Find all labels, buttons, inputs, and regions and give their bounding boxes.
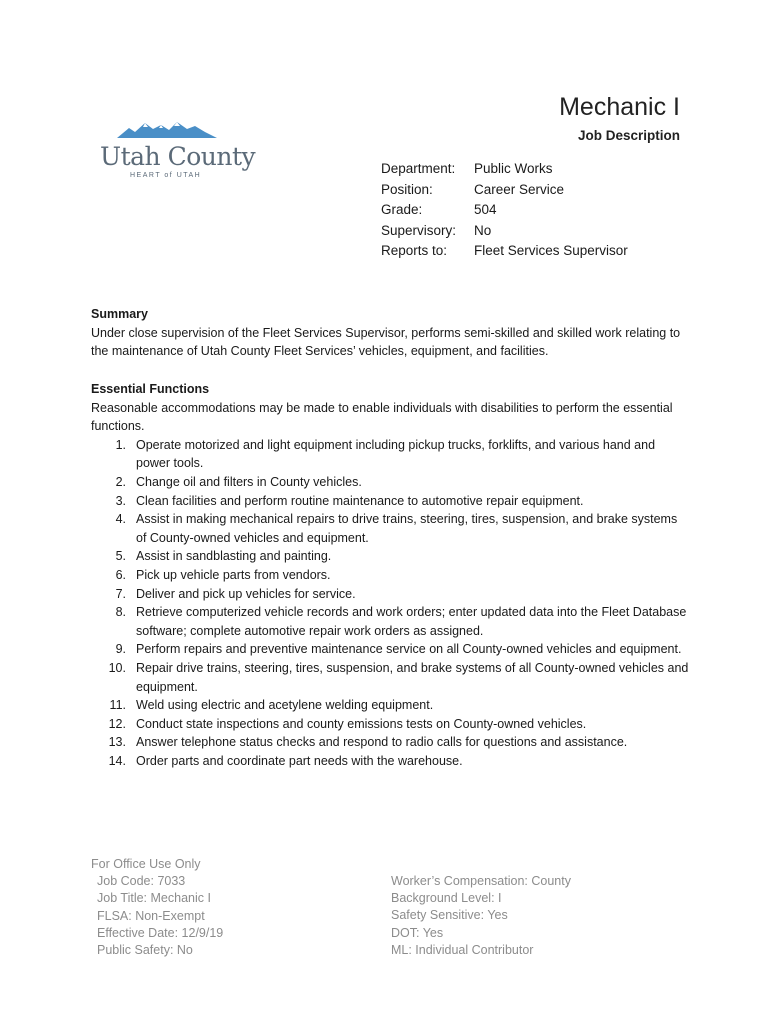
- info-label: Position:: [381, 181, 433, 197]
- info-label: Department:: [381, 161, 456, 176]
- list-item-text: Answer telephone status checks and respond to radio calls for questions and assistance.: [136, 735, 628, 750]
- mountain-icon: [117, 120, 217, 140]
- utah-county-logo: [100, 120, 256, 180]
- list-item-number: 11.: [109, 698, 126, 713]
- office-field: ML: Individual Contributor: [391, 942, 534, 957]
- list-item-number: 9.: [115, 642, 126, 657]
- info-row-department: [381, 161, 628, 182]
- office-field: FLSA: Non-Exempt: [97, 908, 205, 923]
- office-field: Job Title: Mechanic I: [97, 891, 211, 906]
- list-item-text: Repair drive trains, steering, tires, suspension, and brake systems of all County-owned vehicles and equipment.: [136, 660, 689, 694]
- list-item-text: Pick up vehicle parts from vendors.: [136, 567, 331, 582]
- office-field: Background Level: I: [391, 891, 502, 906]
- essential-functions-section: [91, 380, 691, 770]
- list-item-number: 6.: [115, 567, 126, 582]
- list-item-number: 7.: [115, 586, 126, 601]
- list-item: [91, 640, 691, 659]
- list-item-number: 2.: [115, 474, 126, 489]
- list-item: [91, 752, 691, 771]
- list-item-number: 12.: [108, 716, 126, 731]
- list-item-text: Clean facilities and perform routine maintenance to automotive repair equipment.: [136, 493, 584, 508]
- logo-tagline: HEART of UTAH: [130, 172, 202, 179]
- logo-name: Utah County: [100, 142, 256, 171]
- list-item-text: Operate motorized and light equipment including pickup trucks, forklifts, and various hand and power tools.: [136, 437, 656, 471]
- office-use-left: [91, 856, 223, 959]
- info-row-grade: [381, 202, 628, 223]
- page-subtitle: Job Description: [577, 128, 680, 143]
- list-item-number: 5.: [115, 549, 126, 564]
- essential-functions-list: [91, 436, 691, 771]
- list-item: [91, 603, 691, 640]
- list-item: [91, 696, 691, 715]
- list-item-number: 13.: [108, 735, 126, 750]
- list-item-text: Assist in making mechanical repairs to drive trains, steering, tires, suspension, and brake systems of County-owned vehicles and equipment.: [136, 512, 678, 545]
- list-item-text: Retrieve computerized vehicle records and work orders; enter updated data into the Fleet Database software; complete automotive repair work orders as assigned.: [136, 605, 687, 638]
- list-item-number: 8.: [115, 605, 126, 620]
- list-item: [91, 510, 691, 547]
- info-row-supervisory: [381, 223, 628, 244]
- office-field: Effective Date: 12/9/19: [97, 925, 224, 940]
- list-item-text: Deliver and pick up vehicles for service.: [136, 586, 356, 601]
- info-label: Grade:: [381, 202, 423, 218]
- list-item: [91, 566, 691, 585]
- info-value: Fleet Services Supervisor: [474, 243, 628, 259]
- job-info-table: [381, 161, 628, 264]
- summary-heading: Summary: [91, 307, 148, 321]
- info-value: Career Service: [474, 181, 565, 197]
- list-item-number: 3.: [115, 493, 126, 508]
- list-item-text: Assist in sandblasting and painting.: [136, 549, 332, 564]
- summary-section: [91, 305, 691, 361]
- office-field: Job Code: 7033: [97, 874, 186, 889]
- info-value: 504: [474, 202, 497, 218]
- info-label: Reports to:: [381, 243, 448, 259]
- info-value: No: [474, 222, 492, 238]
- list-item-number: 10.: [108, 660, 126, 675]
- list-item: [91, 473, 691, 492]
- list-item: [91, 715, 691, 734]
- office-field: DOT: Yes: [391, 925, 444, 940]
- info-label: Supervisory:: [381, 222, 457, 238]
- essential-functions-heading: Essential Functions: [91, 382, 210, 396]
- list-item-text: Perform repairs and preventive maintenance service on all County-owned vehicles and equipment.: [136, 642, 682, 657]
- list-item-number: 4.: [115, 512, 126, 527]
- list-item-number: 14.: [108, 753, 126, 768]
- list-item-text: Order parts and coordinate part needs with the warehouse.: [136, 753, 463, 768]
- info-value: Public Works: [474, 161, 553, 176]
- list-item-number: 1.: [115, 437, 126, 452]
- page-title: Mechanic I: [559, 93, 680, 121]
- list-item-text: Conduct state inspections and county emissions tests on County-owned vehicles.: [136, 716, 587, 731]
- list-item-text: Change oil and filters in County vehicles.: [136, 474, 362, 489]
- info-row-reports-to: [381, 243, 628, 264]
- office-field: Worker’s Compensation: County: [391, 874, 571, 888]
- list-item: [91, 436, 691, 473]
- list-item: [91, 547, 691, 566]
- summary-text: Under close supervision of the Fleet Services Supervisor, performs semi-skilled and skilled work relating to the maintenance of Utah County Fleet Services’ vehicles, equipment, and facilities.: [91, 325, 681, 359]
- office-use-heading: For Office Use Only: [91, 857, 201, 871]
- office-field: Public Safety: No: [97, 943, 193, 958]
- info-row-position: [381, 182, 628, 203]
- list-item: [91, 492, 691, 511]
- list-item: [91, 659, 691, 696]
- office-field: Safety Sensitive: Yes: [391, 908, 508, 923]
- list-item: [91, 585, 691, 604]
- office-use-right: [391, 873, 571, 959]
- list-item-text: Weld using electric and acetylene welding equipment.: [136, 698, 434, 713]
- list-item: [91, 733, 691, 752]
- essential-functions-intro: Reasonable accommodations may be made to enable individuals with disabilities to perform the essential functions.: [91, 400, 673, 434]
